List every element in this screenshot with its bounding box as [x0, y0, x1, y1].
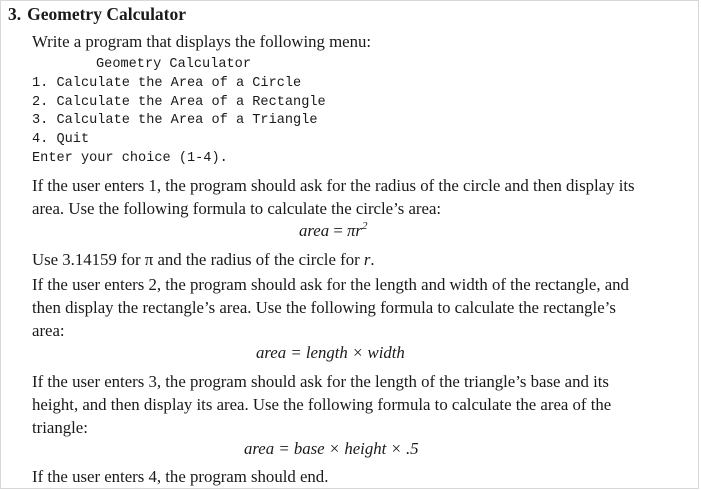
triangle-paragraph: If the user enters 3, the program should ask for the length of the triangle’s base and its height, and then display its area. Use the following formula to calculate the area of the triangle: — [32, 372, 612, 437]
menu-item-1: 1. Calculate the Area of a Circle — [32, 75, 302, 91]
circle-formula — [299, 221, 367, 241]
menu-item-2: 2. Calculate the Area of a Rectangle — [32, 94, 326, 110]
menu-prompt: Enter your choice (1-4). — [32, 151, 228, 166]
exercise-number: 3. — [8, 4, 22, 24]
circle-paragraph: If the user enters 1, the program should ask for the radius of the circle and then display its area. Use the following formula to calculate the circle’s area: — [32, 176, 635, 218]
exercise-title: Geometry Calculator — [27, 4, 187, 24]
circle-formula-lhs: area — [299, 221, 330, 240]
quit-paragraph: If the user enters 4, the program should end. — [32, 467, 329, 486]
menu-title: Geometry Calculator — [96, 57, 251, 72]
menu-item-4: 4. Quit — [32, 132, 90, 148]
circle-note-post: . — [370, 250, 375, 269]
menu-item-3: 3. Calculate the Area of a Triangle — [32, 113, 318, 129]
rectangle-paragraph: If the user enters 2, the program should ask for the length and width of the rectangle, and then display the rectangle’s area. Use the following formula to calculate the rectangle’s area: — [32, 275, 629, 340]
circle-formula-exponent: 2 — [361, 220, 368, 232]
circle-formula-rhs: πr — [347, 221, 362, 240]
triangle-formula: area = base × height × .5 — [244, 439, 419, 458]
circle-formula-eq: = — [329, 221, 347, 240]
exercise-heading — [8, 4, 186, 25]
circle-note-pre: Use 3.14159 for π and the radius of the circle for — [32, 250, 364, 269]
circle-note-var: r — [363, 250, 371, 269]
circle-note — [32, 248, 642, 271]
rectangle-formula: area = length × width — [256, 343, 405, 362]
intro-text: Write a program that displays the following menu: — [32, 32, 372, 51]
